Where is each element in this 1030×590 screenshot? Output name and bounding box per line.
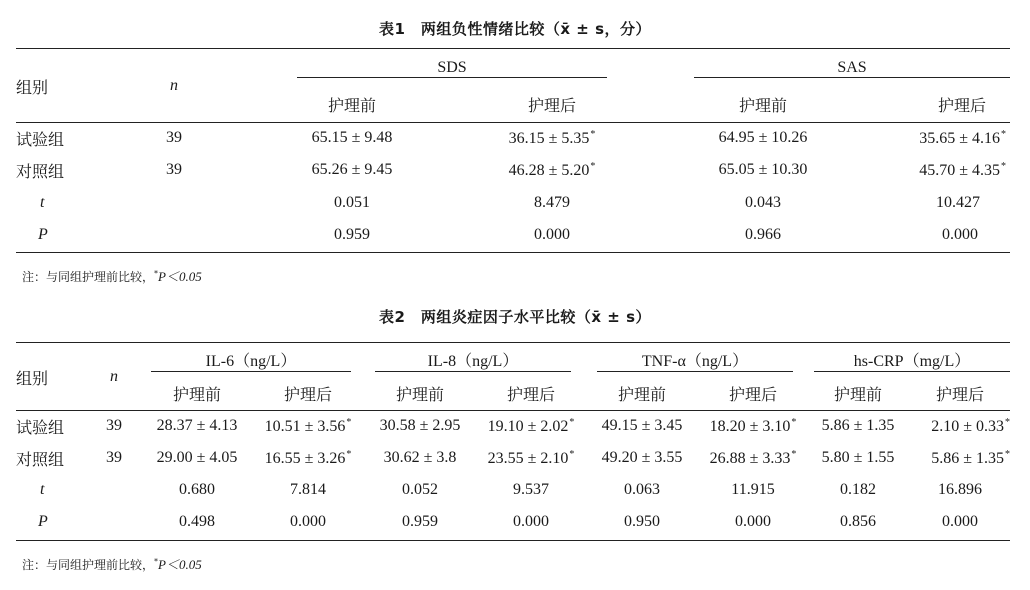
cell-value: 0.856 <box>840 513 876 530</box>
cell-value: 0.959 <box>402 513 438 530</box>
table2-group-header <box>806 344 1010 376</box>
row-n: 39 <box>106 417 122 434</box>
cell-value: 0.000 <box>534 225 570 243</box>
table2 <box>16 344 1010 538</box>
significance-star: * <box>346 448 352 460</box>
cell-value: 49.15 ± 3.45 <box>601 417 683 434</box>
table2-group-header <box>362 344 584 376</box>
table1-group-header <box>252 50 652 86</box>
cell-value: 7.814 <box>290 481 326 498</box>
table2-sub-after: 护理后 <box>728 384 777 404</box>
cell-value: 46.28 ± 5.20 <box>508 161 590 179</box>
table2-group-header <box>140 344 362 376</box>
footnote-prefix: 注：与同组护理前比较， <box>22 270 155 284</box>
table1-group-sas: SAS <box>694 59 1010 78</box>
cell-value-starred <box>700 410 806 442</box>
row-label: P <box>38 513 48 530</box>
cell-value: 16.55 ± 3.26 <box>264 449 346 467</box>
cell-value: 0.051 <box>334 193 370 211</box>
table-row <box>16 219 1010 250</box>
significance-star: * <box>791 416 797 428</box>
cell-value-starred <box>478 442 584 474</box>
significance-star: * <box>590 128 596 140</box>
cell-value-starred <box>254 410 362 442</box>
footnote-p: P＜0.05 <box>158 557 202 572</box>
table1-header-group: 组别 <box>16 77 49 97</box>
table-row <box>16 474 1010 506</box>
table2-sub-after: 护理后 <box>935 384 984 404</box>
cell-value: 5.86 ± 1.35 <box>821 417 895 434</box>
cell-value: 2.10 ± 0.33 <box>931 417 1004 435</box>
cell-value-starred <box>874 154 1010 186</box>
row-label: 试验组 <box>16 417 65 437</box>
table-row <box>16 186 1010 219</box>
cell-value: 0.959 <box>334 225 370 243</box>
table2-footnote <box>22 554 202 573</box>
cell-value: 49.20 ± 3.55 <box>601 449 683 466</box>
table-row <box>16 410 1010 442</box>
row-label: P <box>38 225 48 243</box>
significance-star: * <box>1001 160 1006 172</box>
table1-sub-before: 护理前 <box>738 95 787 115</box>
cell-value-starred <box>700 442 806 474</box>
row-n <box>96 186 252 219</box>
table2-caption: 表2 两组炎症因子水平比较（x̄ ± s） <box>378 308 652 326</box>
footnote-prefix: 注：与同组护理前比较， <box>22 558 155 572</box>
row-n <box>88 506 140 538</box>
cell-value: 0.000 <box>942 513 978 530</box>
cell-value-starred <box>910 410 1010 442</box>
cell-value: 0.000 <box>942 225 978 243</box>
table1-sub-after: 护理后 <box>527 95 576 115</box>
table2-group-il6: IL-6（ng/L） <box>151 348 351 372</box>
row-n: 39 <box>166 161 182 178</box>
significance-star: * <box>569 416 575 428</box>
cell-value: 5.80 ± 1.55 <box>821 449 895 466</box>
significance-star: * <box>590 160 596 172</box>
cell-value: 0.680 <box>179 481 215 498</box>
cell-value: 9.537 <box>513 481 549 498</box>
cell-value-starred <box>452 122 652 154</box>
cell-value: 10.51 ± 3.56 <box>264 417 346 435</box>
table2-sub-after: 护理后 <box>506 384 555 404</box>
table2-group-hscrp: hs-CRP（mg/L） <box>814 348 1010 372</box>
cell-value: 18.20 ± 3.10 <box>709 417 791 435</box>
cell-value: 30.58 ± 2.95 <box>379 417 461 434</box>
table2-sub-before: 护理前 <box>395 384 444 404</box>
table2-sub-after: 护理后 <box>283 384 332 404</box>
cell-value: 0.052 <box>402 481 438 498</box>
cell-value: 28.37 ± 4.13 <box>156 417 238 434</box>
table2-group-header <box>584 344 806 376</box>
significance-star: * <box>1005 416 1010 428</box>
table1-group-sds: SDS <box>297 59 607 78</box>
footnote-p: P＜0.05 <box>158 269 202 284</box>
row-label: 试验组 <box>16 129 65 149</box>
cell-value: 16.896 <box>938 481 982 498</box>
table-row <box>16 154 1010 186</box>
cell-value: 19.10 ± 2.02 <box>487 417 569 435</box>
row-label: 对照组 <box>16 161 65 181</box>
table1-header-n: n <box>170 77 178 94</box>
cell-value: 64.95 ± 10.26 <box>718 129 808 146</box>
significance-star: * <box>154 557 159 566</box>
table-row <box>16 442 1010 474</box>
significance-star: * <box>569 448 575 460</box>
cell-value: 0.000 <box>735 513 771 530</box>
table1-group-header <box>652 50 1010 86</box>
cell-value: 0.966 <box>745 225 781 243</box>
table2-group-il8: IL-8（ng/L） <box>375 348 571 372</box>
cell-value: 0.043 <box>745 193 781 211</box>
cell-value: 30.62 ± 3.8 <box>383 449 457 466</box>
table-row <box>16 506 1010 538</box>
row-n <box>96 219 252 250</box>
cell-value: 0.063 <box>624 481 660 498</box>
row-label: t <box>40 193 45 211</box>
table2-sub-before: 护理前 <box>617 384 666 404</box>
cell-value: 36.15 ± 5.35 <box>508 129 590 147</box>
row-n <box>88 474 140 506</box>
row-label: t <box>40 481 45 498</box>
row-n: 39 <box>106 449 122 466</box>
cell-value-starred <box>452 154 652 186</box>
table1-footnote <box>22 266 202 285</box>
table2-header-n: n <box>110 368 118 385</box>
table2-sub-before: 护理前 <box>172 384 221 404</box>
table2-sub-before: 护理前 <box>833 384 882 404</box>
table1-bottom-rule <box>16 252 1010 253</box>
table1 <box>16 50 1010 250</box>
cell-value: 0.000 <box>513 513 549 530</box>
cell-value: 11.915 <box>731 481 775 498</box>
cell-value-starred <box>478 410 584 442</box>
table2-top-rule <box>16 342 1010 343</box>
table1-top-rule <box>16 48 1010 49</box>
cell-value: 29.00 ± 4.05 <box>156 449 238 466</box>
table1-sub-after: 护理后 <box>937 95 986 115</box>
cell-value: 10.427 <box>936 193 980 211</box>
significance-star: * <box>1005 448 1010 460</box>
significance-star: * <box>154 269 159 278</box>
cell-value-starred <box>910 442 1010 474</box>
row-label: 对照组 <box>16 449 65 469</box>
cell-value-starred <box>254 442 362 474</box>
significance-star: * <box>791 448 797 460</box>
significance-star: * <box>1001 128 1006 140</box>
cell-value: 0.000 <box>290 513 326 530</box>
cell-value: 0.950 <box>624 513 660 530</box>
cell-value: 0.498 <box>179 513 215 530</box>
cell-value-starred <box>874 122 1010 154</box>
table2-group-tnf: TNF-α（ng/L） <box>597 348 793 372</box>
row-n: 39 <box>166 129 182 146</box>
table1-sub-before: 护理前 <box>327 95 376 115</box>
cell-value: 35.65 ± 4.16 <box>919 129 1000 147</box>
table2-bottom-rule <box>16 540 1010 541</box>
cell-value: 23.55 ± 2.10 <box>487 449 569 467</box>
table1-caption: 表1 两组负性情绪比较（x̄ ± s，分） <box>378 20 652 38</box>
cell-value: 65.15 ± 9.48 <box>311 129 393 146</box>
cell-value: 45.70 ± 4.35 <box>919 161 1000 179</box>
table-row <box>16 122 1010 154</box>
table2-header-group: 组别 <box>16 368 49 388</box>
significance-star: * <box>346 416 352 428</box>
cell-value: 26.88 ± 3.33 <box>709 449 791 467</box>
cell-value: 65.05 ± 10.30 <box>718 161 808 178</box>
cell-value: 0.182 <box>840 481 876 498</box>
cell-value: 5.86 ± 1.35 <box>931 449 1004 467</box>
cell-value: 8.479 <box>534 193 570 211</box>
cell-value: 65.26 ± 9.45 <box>311 161 393 178</box>
